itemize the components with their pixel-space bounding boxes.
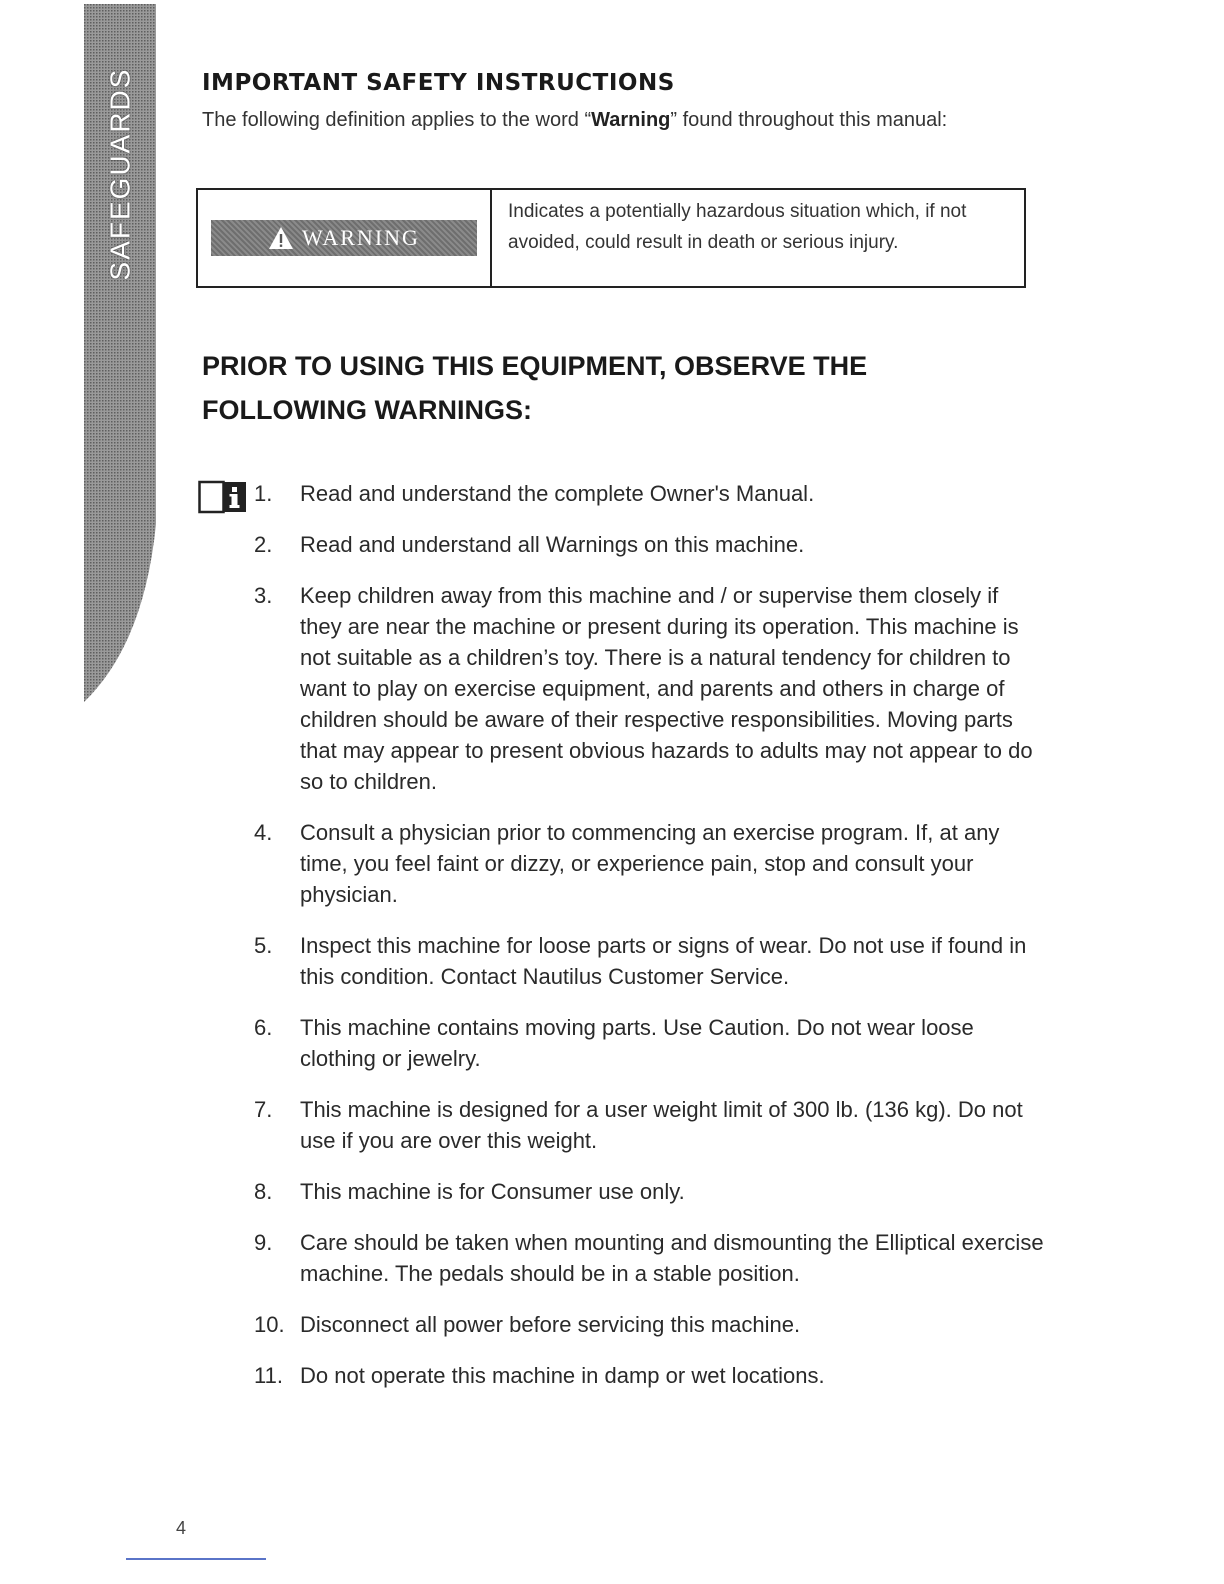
intro-after: ” found throughout this manual: (670, 109, 948, 131)
warning-item-number: 5. (254, 933, 273, 958)
warning-item-number: 8. (254, 1179, 273, 1204)
page-number: 4 (176, 1518, 187, 1538)
side-tab (84, 4, 156, 704)
warning-badge-label: WARNING (302, 225, 420, 250)
side-tab-label: SAFEGUARDS (104, 67, 135, 281)
content (202, 66, 1032, 425)
warning-item (254, 930, 1044, 992)
read-manual-icon (198, 478, 248, 516)
warning-item (254, 1309, 1044, 1340)
warning-item-number: 9. (254, 1230, 273, 1255)
intro-text (202, 104, 1002, 136)
warning-item (254, 817, 1044, 910)
warning-item-number: 10. (254, 1312, 285, 1337)
warning-item (254, 580, 1044, 797)
warning-definition-table (196, 188, 1026, 288)
main-heading: PRIOR TO USING THIS EQUIPMENT, OBSERVE THE FOLLOWING WARNINGS: (202, 351, 868, 425)
warning-item-number: 11. (254, 1363, 283, 1388)
warning-item (254, 1176, 1044, 1207)
warning-item (254, 478, 1044, 509)
warning-item-text: Care should be taken when mounting and dismounting the Elliptical exercise machine. The pedals should be in a stable position. (300, 1230, 1044, 1286)
warning-item (254, 529, 1044, 560)
intro-keyword: Warning (591, 109, 671, 131)
warning-item-text: Keep children away from this machine and / or supervise them closely if they are near the machine or present during its operation. This machine is not suitable as a children’s toy. There is a natural tendency for children to want to play on exercise equipment, and parents and others in charge of children should be aware of their respective responsibilities. Moving parts that may appear to present obvious hazards to adults may not appear to do so to children. (300, 583, 1033, 794)
warning-item (254, 1012, 1044, 1074)
warning-item (254, 1360, 1044, 1391)
warning-item-text: This machine is designed for a user weight limit of 300 lb. (136 kg). Do not use if you are over this weight. (300, 1097, 1023, 1153)
warning-item-text: Disconnect all power before servicing this machine. (300, 1312, 801, 1337)
section-heading: IMPORTANT SAFETY INSTRUCTIONS (202, 70, 675, 96)
warning-item-number: 7. (254, 1097, 273, 1122)
warning-item-text: Inspect this machine for loose parts or signs of wear. Do not use if found in this condition. Contact Nautilus Customer Service. (300, 933, 1027, 989)
warning-item-number: 4. (254, 820, 273, 845)
side-tab-shape (84, 4, 156, 704)
warning-item-number: 1. (254, 481, 273, 506)
warning-item-text: This machine is for Consumer use only. (300, 1179, 685, 1204)
warning-item-text: Read and understand the complete Owner's Manual. (300, 481, 815, 506)
warning-definition: Indicates a potentially hazardous situation which, if not avoided, could result in death or serious injury. (508, 201, 967, 253)
warning-item-text: Do not operate this machine in damp or wet locations. (300, 1363, 825, 1388)
warning-item (254, 1227, 1044, 1289)
warning-badge (211, 220, 477, 256)
warning-item-text: Read and understand all Warnings on this machine. (300, 532, 805, 557)
warnings-list (254, 478, 1044, 1391)
warning-item-text: Consult a physician prior to commencing an exercise program. If, at any time, you feel faint or dizzy, or experience pain, stop and consult your physician. (300, 820, 1000, 907)
warning-item-number: 3. (254, 583, 273, 608)
warning-item (254, 1094, 1044, 1156)
footer-rule (126, 1558, 266, 1560)
warning-badge-cell (198, 190, 492, 286)
warning-item-number: 6. (254, 1015, 273, 1040)
warning-item-text: This machine contains moving parts. Use Caution. Do not wear loose clothing or jewelry. (300, 1015, 974, 1071)
warning-item-number: 2. (254, 532, 273, 557)
warning-triangle-icon (268, 226, 294, 250)
intro-before: The following definition applies to the word “ (202, 109, 592, 131)
